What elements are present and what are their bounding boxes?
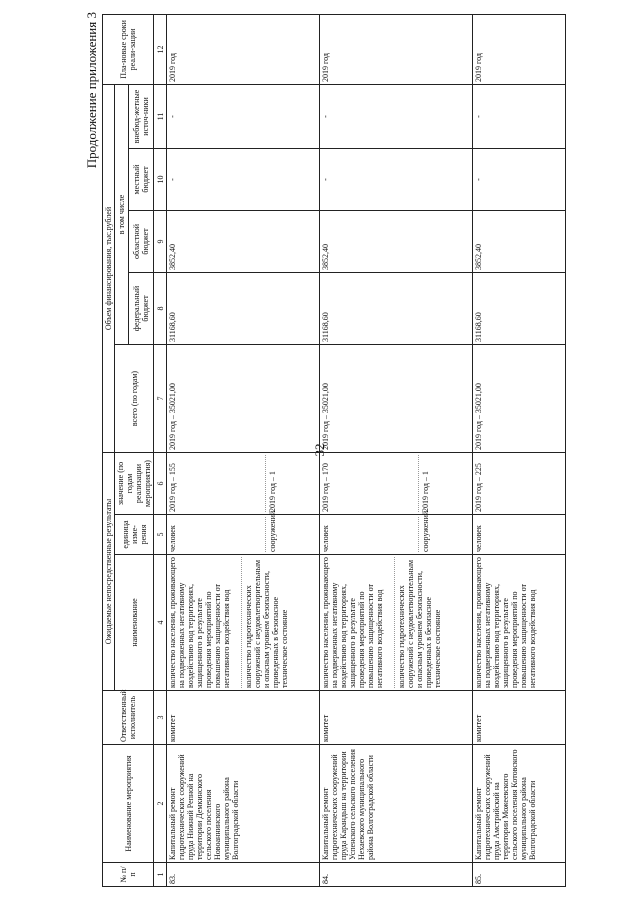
row-name: Капитальный ремонт гидротехнических сооружений пруда Амстрийский на территории Можеевского сельского поселения Котовского муниципального района Волгоградской области <box>473 745 566 863</box>
row-extra: - <box>167 84 320 148</box>
result-value: 2019 год – 225 <box>474 463 483 512</box>
header-exp-unit: единица изме-рения <box>115 515 154 555</box>
header-funding: Объем финансирования, тыс.рублей <box>103 84 115 452</box>
row-responsible: комитет <box>473 691 566 745</box>
col-number: 5 <box>154 515 167 555</box>
document-subtitle: Продолжение приложения 3 <box>84 12 99 169</box>
col-number: 4 <box>154 555 167 691</box>
page-number: 32 <box>312 443 327 457</box>
rotated-document <box>80 0 640 905</box>
program-table <box>102 14 566 887</box>
row-federal: 31168,60 <box>167 273 320 345</box>
result-unit: человек <box>321 525 330 552</box>
row-regional: 3852,40 <box>320 211 473 273</box>
result-value: 2019 год – 155 <box>168 463 177 512</box>
result-unit: сооружений <box>418 517 430 552</box>
row-num: 85. <box>473 863 566 887</box>
header-num: № п/п <box>103 863 154 887</box>
result-unit: сооружений <box>265 517 277 552</box>
header-local: местный бюджет <box>129 149 154 211</box>
row-regional: 3852,40 <box>167 211 320 273</box>
col-number: 7 <box>154 345 167 453</box>
row-extra: - <box>320 84 473 148</box>
row-total: 2019 год – 35021,00 <box>167 345 320 453</box>
header-responsible: Ответственный исполнитель <box>103 691 154 745</box>
col-number: 6 <box>154 453 167 515</box>
row-result-names <box>167 555 320 691</box>
col-number: 11 <box>154 84 167 148</box>
row-federal: 31168,60 <box>320 273 473 345</box>
row-result-values <box>473 453 566 515</box>
result-name: количество населения, проживающего на подверженных негативному воздействию вод территориях, защищенного в результате проведения мероприятий по повышению защищенности от негативного воздействия вод <box>321 557 384 688</box>
column-number-row <box>154 14 167 886</box>
row-result-units <box>473 515 566 555</box>
row-terms: 2019 год <box>167 14 320 84</box>
header-regional: областной бюджет <box>129 211 154 273</box>
col-number: 1 <box>154 863 167 887</box>
header-extra: внебюд-жетные источ-ники <box>129 84 154 148</box>
col-number: 9 <box>154 211 167 273</box>
table-row <box>473 14 566 886</box>
row-local: - <box>473 149 566 211</box>
result-name: количество населения, проживающего на подверженных негативному воздействию вод территориях, защищенного в результате проведения мероприятий по повышению защищенности от негативного воздействия вод <box>474 557 537 688</box>
row-terms: 2019 год <box>320 14 473 84</box>
header-name: Наименование мероприятия <box>103 745 154 863</box>
row-result-values <box>320 453 473 515</box>
row-local: - <box>167 149 320 211</box>
result-value: 2019 год – 170 <box>321 463 330 512</box>
row-result-names <box>473 555 566 691</box>
col-number: 12 <box>154 14 167 84</box>
row-extra: - <box>473 84 566 148</box>
row-total: 2019 год – 35021,00 <box>473 345 566 453</box>
result-value: 2019 год – 1 <box>418 455 430 512</box>
row-num: 83. <box>167 863 320 887</box>
row-num: 84. <box>320 863 473 887</box>
row-name: Капитальный ремонт гидротехнических сооружений пруда Карандыш на территории Успенского сельского поселения Нехаевского муниципального района Волгоградской области <box>320 745 473 863</box>
row-name: Капитальный ремонт гидротехнических сооружений пруда Нижний Репной на территории Демкинского сельского поселения Новоаннинского муниципального района Волгоградской области <box>167 745 320 863</box>
header-including: в том числе <box>115 84 129 344</box>
header-expected: Ожидаемые непосредственные результаты <box>103 453 115 691</box>
result-unit: человек <box>474 525 483 552</box>
row-responsible: комитет <box>167 691 320 745</box>
row-local: - <box>320 149 473 211</box>
header-exp-name: наименование <box>115 555 154 691</box>
col-number: 3 <box>154 691 167 745</box>
table-row <box>167 14 320 886</box>
row-result-units <box>167 510 320 555</box>
col-number: 2 <box>154 745 167 863</box>
row-result-values <box>167 453 320 515</box>
row-regional: 3852,40 <box>473 211 566 273</box>
header-row-1 <box>103 14 115 886</box>
row-responsible: комитет <box>320 691 473 745</box>
header-terms: Пла-новые сроки реали-зации <box>103 14 154 84</box>
row-terms: 2019 год <box>473 14 566 84</box>
row-result-units <box>320 510 473 555</box>
result-unit: человек <box>168 525 177 552</box>
col-number: 8 <box>154 273 167 345</box>
result-name: количество гидротехнических сооружений с неудовлетворительным и опасным уровнем безопасности, приведенных в безопасное техническое состояние <box>241 557 289 688</box>
col-number: 10 <box>154 149 167 211</box>
row-result-names <box>320 555 473 691</box>
result-value: 2019 год – 1 <box>265 455 277 512</box>
result-name: количество населения, проживающего на подверженных негативному воздействию вод территориях, защищенного в результате проведения мероприятий по повышению защищенности от негативного воздействия вод <box>168 557 231 688</box>
header-federal: федеральный бюджет <box>129 273 154 345</box>
header-total: всего (по годам) <box>115 345 154 453</box>
row-federal: 31168,60 <box>473 273 566 345</box>
header-exp-value: значение (по годам реализации мероприятия) <box>115 453 154 515</box>
result-name: количество гидротехнических сооружений с неудовлетворительным и опасным уровнем безопасности, приведенных в безопасное техническое состояние <box>394 557 442 688</box>
table-row <box>320 14 473 886</box>
row-total: 2019 год – 35021,00 <box>320 345 473 453</box>
